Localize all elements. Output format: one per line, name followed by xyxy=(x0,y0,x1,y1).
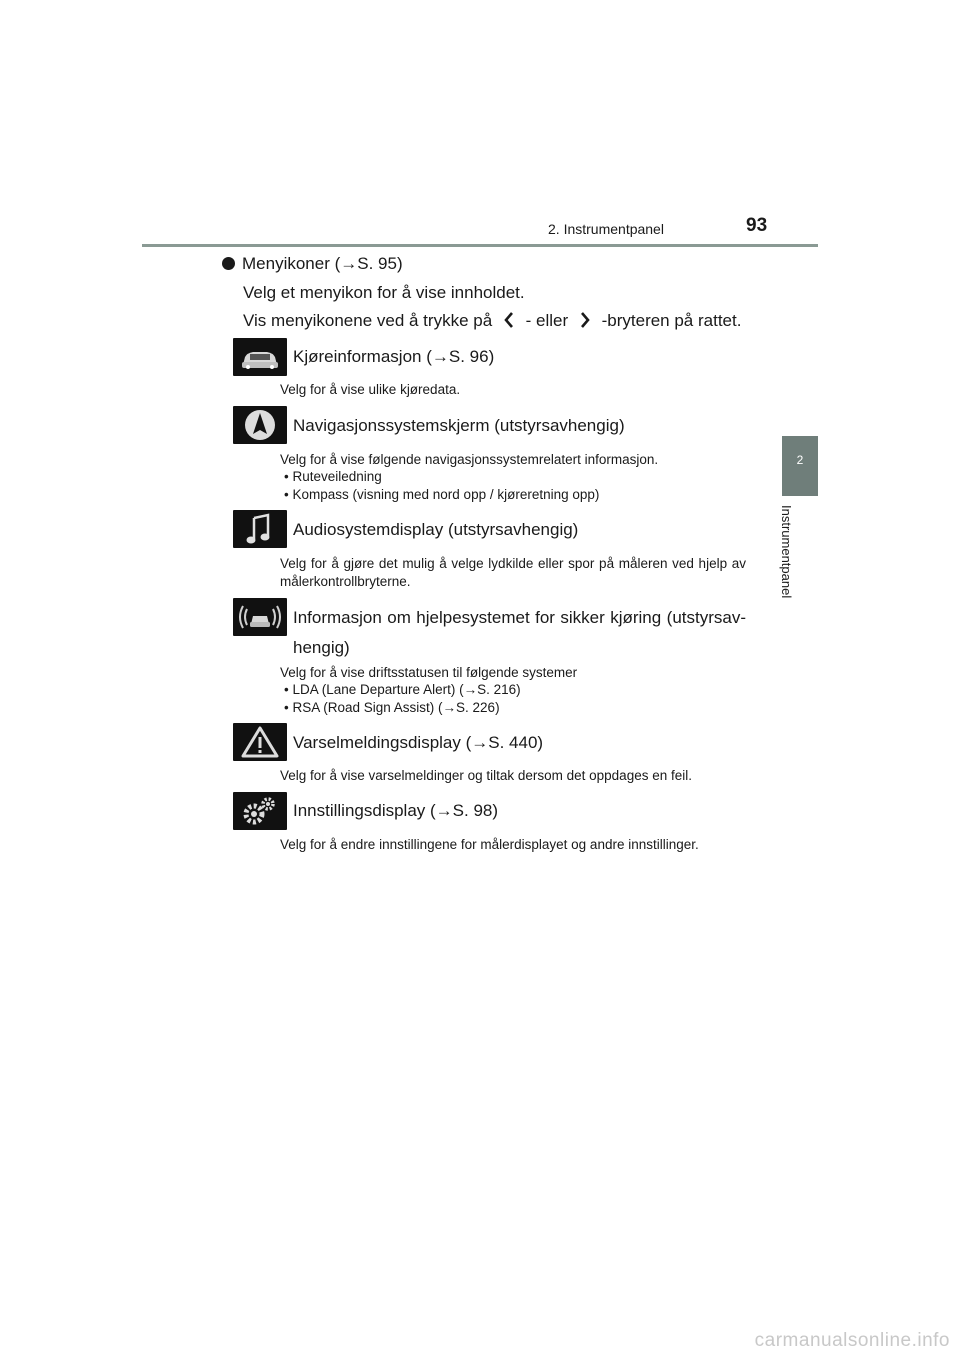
intro-line-2: Vis menyikonene ved å trykke på - eller -bryteren på rattet. xyxy=(243,311,742,330)
safety-car-icon xyxy=(233,598,287,636)
compass-icon xyxy=(233,406,287,444)
car-icon xyxy=(233,338,287,376)
item-title-safety-assist: Informasjon om hjelpesystemet for sikker kjøring (utstyrsav-hengig) xyxy=(293,608,746,657)
item-title-audio: Audiosystemdisplay (utstyrsavhengig) xyxy=(293,520,579,539)
gear-icon xyxy=(233,792,287,830)
warning-triangle-icon xyxy=(233,723,287,761)
item-desc-navigation: Velg for å vise følgende navigasjonssystemrelatert informasjon. xyxy=(280,452,659,467)
item-title-settings: Innstillingsdisplay (→S. 98) xyxy=(293,801,499,820)
watermark: carmanualsonline.info xyxy=(754,1330,950,1351)
item-desc-settings: Velg for å endre innstillingene for målerdisplayet og andre innstillinger. xyxy=(280,837,699,852)
subitem: • Ruteveiledning xyxy=(284,469,382,484)
chevron-right-icon xyxy=(579,311,591,329)
bullet-icon xyxy=(222,257,235,270)
item-desc-warning: Velg for å vise varselmeldinger og tiltak dersom det oppdages en feil. xyxy=(280,768,692,783)
item-desc-safety-assist: Velg for å vise driftsstatusen til følgende systemer xyxy=(280,665,578,680)
item-desc-audio: Velg for å gjøre det mulig å velge lydkilde eller spor på måleren ved hjelp av målerkontrollbryterne. xyxy=(280,556,746,589)
subitem: • RSA (Road Sign Assist) (→S. 226) xyxy=(284,700,500,715)
item-title-driving-info: Kjøreinformasjon (→S. 96) xyxy=(293,347,495,366)
chapter-label: Instrumentpanel xyxy=(779,505,794,599)
header-divider xyxy=(142,244,818,247)
item-title-navigation: Navigasjonssystemskjerm (utstyrsavhengig) xyxy=(293,416,625,435)
subitem: • Kompass (visning med nord opp / kjøreretning opp) xyxy=(284,487,600,502)
header-section-title: 2. Instrumentpanel xyxy=(548,221,664,237)
subitem: • LDA (Lane Departure Alert) (→S. 216) xyxy=(284,682,521,697)
page-number: 93 xyxy=(746,215,768,236)
music-note-icon xyxy=(233,510,287,548)
item-title-warning: Varselmeldingsdisplay (→S. 440) xyxy=(293,733,544,752)
chapter-tab: 2 xyxy=(782,436,818,496)
item-desc-driving-info: Velg for å vise ulike kjøredata. xyxy=(280,382,461,397)
chevron-left-icon xyxy=(503,311,515,329)
menu-bullet: Menyikoner (→S. 95) xyxy=(222,254,403,274)
intro-line-1: Velg et menyikon for å vise innholdet. xyxy=(243,283,525,302)
